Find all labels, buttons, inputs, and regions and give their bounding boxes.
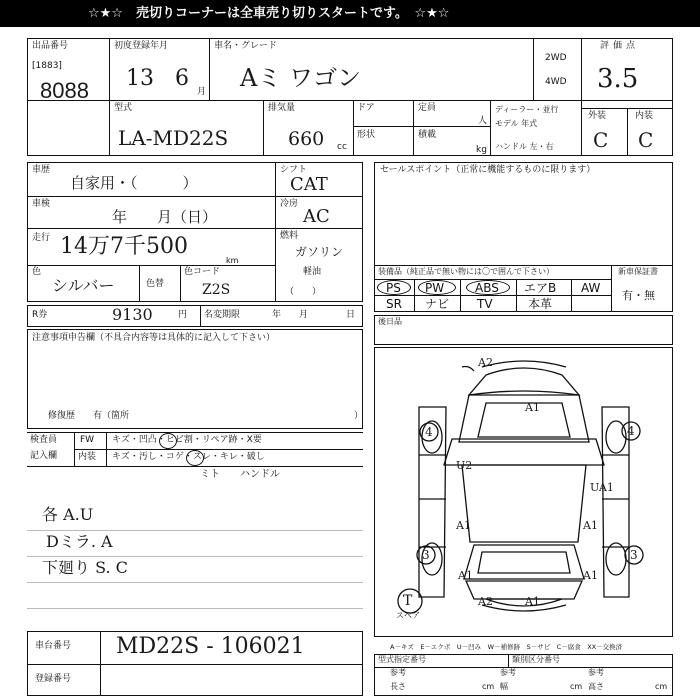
reg-month-suffix: 月 [197,87,207,97]
model-value: LA-MD22S [118,126,229,150]
color-code-label: 色コード [184,267,221,277]
history-label: 車歴 [32,165,51,175]
equip-sr: SR [386,297,402,311]
name-change-label: 名変期限 [204,310,241,320]
displacement-label: 排気量 [268,103,296,113]
inspector-label: 検査員 [30,435,58,445]
hand-note: ミト ハンドル [200,469,280,480]
registration-label: 登録番号 [35,674,72,684]
tire-mark: 4 [627,424,635,438]
circle-mark [377,280,411,295]
circle-mark [159,433,177,449]
door-label: ドア [357,103,375,113]
equip-tv: TV [477,297,493,311]
capacity-label: 定員 [418,103,437,113]
mileage-value: 14万7千500 [60,234,188,259]
color-label: 色 [32,267,42,277]
damage-legend: A－キズ E－エクボ U－凹み W－補修跡 S－サビ C－腐食 XX－交換済 [390,643,623,651]
fw-row-label: FW [80,435,95,445]
notes-label: 注意事項申告欄（不具合内容等は具体的に記入して下さい） [32,333,276,343]
chassis-label: 車台番号 [35,641,72,651]
lot-label: 出品番号 [32,41,69,51]
ac-value: AC [303,206,330,227]
equip-airbag: エアB [524,281,557,295]
repair-close: ） [354,411,364,421]
spare-mark: T [403,593,413,609]
color-change-label: 色替 [146,279,165,289]
designation-label: 型式指定番号 [378,655,426,664]
spare-label: スペア [396,611,420,620]
note-line-1: 各 A.U [42,505,94,524]
damage-mark: A1 [456,519,471,532]
history-value: 自家用・（ ） [70,174,198,192]
damage-mark: U2 [456,459,473,472]
dealer-label: ディーラー・並行 [495,105,559,114]
shift-label: シフト [280,165,308,175]
chassis-value: MD22S - 106021 [116,634,305,659]
entry-label: 記入欄 [30,451,58,461]
equip-leather: 本革 [528,297,553,311]
model-label: 型式 [114,103,133,113]
note-line-2: Dミラ. A [46,532,113,551]
tire-mark: 4 [425,425,433,439]
damage-mark: A1 [525,401,540,414]
name-change-month: 年 月 [272,310,309,320]
recycle-row [27,305,363,327]
shift-value: CAT [290,174,328,195]
recycle-label: R券 [32,310,48,320]
width-unit: cm [570,682,583,691]
drive-2wd: 2WD [545,53,567,63]
tire-mark: 3 [422,548,430,562]
shape-label: 形状 [357,130,376,140]
inspection-value: 年 月（日） [112,208,218,226]
circle-mark [418,280,456,295]
equip-pw: PW [425,281,445,295]
reg-label: 初度登録年月 [114,41,169,51]
inspection-label: 車検 [32,199,51,209]
interior-row-options: キズ・汚し・コゲ・スレ・キレ・破し [112,452,265,462]
circle-mark [186,450,204,466]
height-label: 高さ [588,682,604,691]
fw-row-options: キズ・凹凸・ヒビ割・リペア跡・X要 [112,435,262,445]
lot-number: 8088 [40,78,89,103]
interior-grade: C [638,128,654,152]
warranty-label: 新車保証書 [618,267,658,276]
damage-mark: A1 [525,595,540,608]
recycle-amount: 9130 [112,305,153,324]
width-label: 幅 [500,682,508,691]
damage-mark: UA1 [590,481,614,494]
exterior-label: 外装 [588,111,607,121]
damage-mark: A1 [458,569,473,582]
equip-ps: PS [386,281,401,295]
reg-year: 13 [126,66,154,91]
rear-items-label: 後日品 [378,317,402,326]
length-unit: cm [482,682,495,691]
lot-small: [1883] [32,61,62,71]
exterior-grade: C [593,128,609,152]
repair-label: 修復歴 有（箇所 [48,411,130,421]
car-body-diagram [374,347,673,637]
note-line-3: 下廻り S. C [42,558,128,577]
fuel-blank: （ ） [285,287,322,297]
score-label: 評価点 [600,41,640,51]
banner-text: ☆★☆ 売切りコーナーは全車売り切りスタートです。 ☆★☆ [88,6,450,21]
reg-month: 6 [175,66,189,91]
circle-mark [466,280,510,295]
damage-mark: A2 [478,595,493,608]
ac-label: 冷房 [280,199,299,209]
fuel-label: 燃料 [280,231,299,241]
rear-items-box [374,315,673,345]
interior-label: 内装 [635,111,654,121]
score-value: 3.5 [597,64,639,94]
model-year-label: モデル 年式 [495,119,538,128]
damage-mark: A1 [583,569,598,582]
name-label: 車名・グレード [214,41,278,51]
length-label: 長さ [390,682,406,691]
equip-navi: ナビ [425,297,450,311]
load-unit: kg [476,145,487,155]
fuel-value: ガソリン [295,245,344,259]
color-value: シルバー [52,276,115,295]
damage-mark: A2 [478,356,493,369]
load-label: 積載 [418,130,437,140]
displacement-value: 660 [288,128,325,150]
fuel-option: 軽油 [303,267,322,277]
ref-label-3: 参考 [588,668,604,677]
equip-aw: AW [581,281,601,295]
height-unit: cm [655,682,668,691]
ref-label-2: 参考 [500,668,516,677]
equip-abs: ABS [475,281,499,295]
handle-label: ハンドル 左・右 [495,142,554,151]
damage-mark: A1 [583,519,598,532]
capacity-unit: 人 [478,116,488,126]
mileage-label: 走行 [32,233,51,243]
interior-row-label: 内装 [78,452,97,462]
category-label: 類別区分番号 [512,655,560,664]
header-banner [0,0,700,27]
recycle-unit: 円 [178,310,188,320]
name-change-day: 日 [346,310,356,320]
warranty-value: 有・無 [622,289,655,302]
ref-label: 参考 [390,668,406,677]
sales-label: セールスポイント（正常に機能するものに限ります） [380,165,596,175]
equipment-label: 装備品（純正品で無い物には〇で囲んで下さい） [378,267,554,276]
drive-4wd: 4WD [545,77,567,87]
displacement-unit: cc [337,142,347,152]
tire-mark: 3 [630,548,638,562]
mileage-unit: km [226,256,239,265]
car-name: Aミ ワゴン [240,64,361,92]
color-code-value: Z2S [202,282,231,298]
